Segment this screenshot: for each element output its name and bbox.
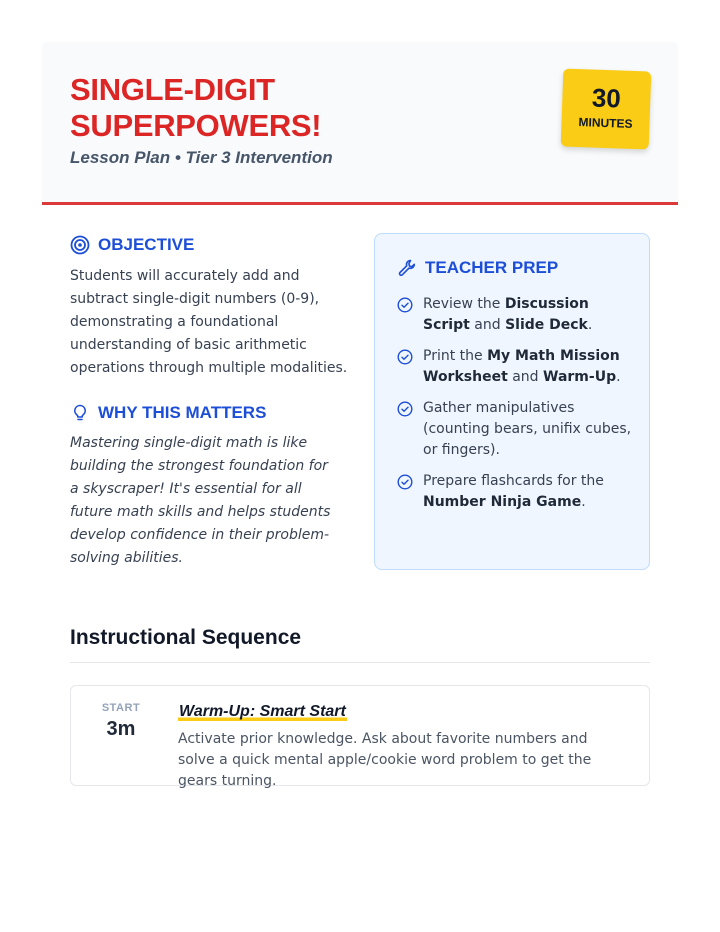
sequence-step-card (70, 685, 650, 789)
prep-item-text (423, 398, 637, 461)
prep-item (397, 398, 637, 461)
wrench-icon (397, 258, 417, 278)
prep-item-emphasis: Slide Deck (505, 317, 588, 333)
objective-heading (70, 235, 194, 255)
prep-item (397, 294, 637, 336)
step-description: Activate prior knowledge. Ask about favorite numbers and solve a quick mental apple/cookie word problem to get the gears turning. (178, 731, 592, 789)
why-text: Mastering single-digit math is like building the strongest foundation for a skyscraper! It's essential for all future math skills and helps students develop confidence in their problem-solving abilities. (70, 435, 331, 566)
prep-item-text (423, 346, 637, 388)
lesson-subtitle: Lesson Plan • Tier 3 Intervention (70, 148, 333, 167)
lesson-title (70, 72, 490, 144)
prep-item-emphasis: Number Ninja Game (423, 494, 582, 510)
objective-heading-label: OBJECTIVE (98, 235, 195, 254)
lesson-header (42, 42, 678, 205)
duration-badge (561, 68, 652, 149)
why-heading (70, 403, 266, 423)
title-line-2: SUPERPOWERS! (70, 108, 322, 143)
prep-item-run: Review the (423, 296, 505, 312)
prep-item-run: Print the (423, 348, 488, 364)
sequence-divider (70, 662, 650, 663)
prep-item-run: Prepare flashcards for the (423, 473, 604, 489)
prep-item-text (423, 471, 637, 513)
prep-item-emphasis: My Math Mission Worksheet (423, 348, 620, 385)
check-circle-icon (397, 401, 413, 417)
step-duration: 3m (106, 718, 136, 740)
teacher-prep-list (397, 294, 637, 523)
check-circle-icon (397, 297, 413, 313)
prep-item-text (423, 294, 637, 336)
teacher-prep-heading-label: TEACHER PREP (425, 258, 559, 277)
sequence-title: Instructional Sequence (70, 626, 302, 649)
prep-item-run: Gather manipulatives (counting bears, unifix cubes, or fingers). (423, 400, 632, 458)
badge-unit: MINUTES (578, 115, 633, 131)
step-start-label: START (101, 702, 141, 714)
prep-item-run: and (507, 369, 544, 385)
prep-item (397, 471, 637, 513)
teacher-prep-heading (397, 258, 558, 278)
objective-text: Students will accurately add and subtract single-digit numbers (0-9), demonstrating a foundational understanding of basic arithmetic operations through multiple modalities. (70, 268, 348, 376)
prep-item-run: . (581, 494, 586, 510)
lightbulb-icon (70, 403, 90, 423)
prep-item-run: . (616, 369, 621, 385)
prep-item-emphasis: Warm-Up (543, 369, 617, 385)
check-circle-icon (397, 474, 413, 490)
teacher-prep-card (374, 233, 650, 570)
prep-item-run: . (587, 317, 593, 333)
step-name: Warm-Up: Smart Start (179, 703, 346, 720)
prep-item-run: and (469, 317, 506, 333)
target-icon (70, 235, 90, 255)
check-circle-icon (397, 349, 413, 365)
why-heading-label: WHY THIS MATTERS (98, 403, 267, 422)
badge-number: 30 (591, 82, 622, 114)
prep-item-emphasis: Discussion Script (423, 296, 589, 333)
prep-item (397, 346, 637, 388)
title-line-1: SINGLE-DIGIT (70, 72, 275, 107)
